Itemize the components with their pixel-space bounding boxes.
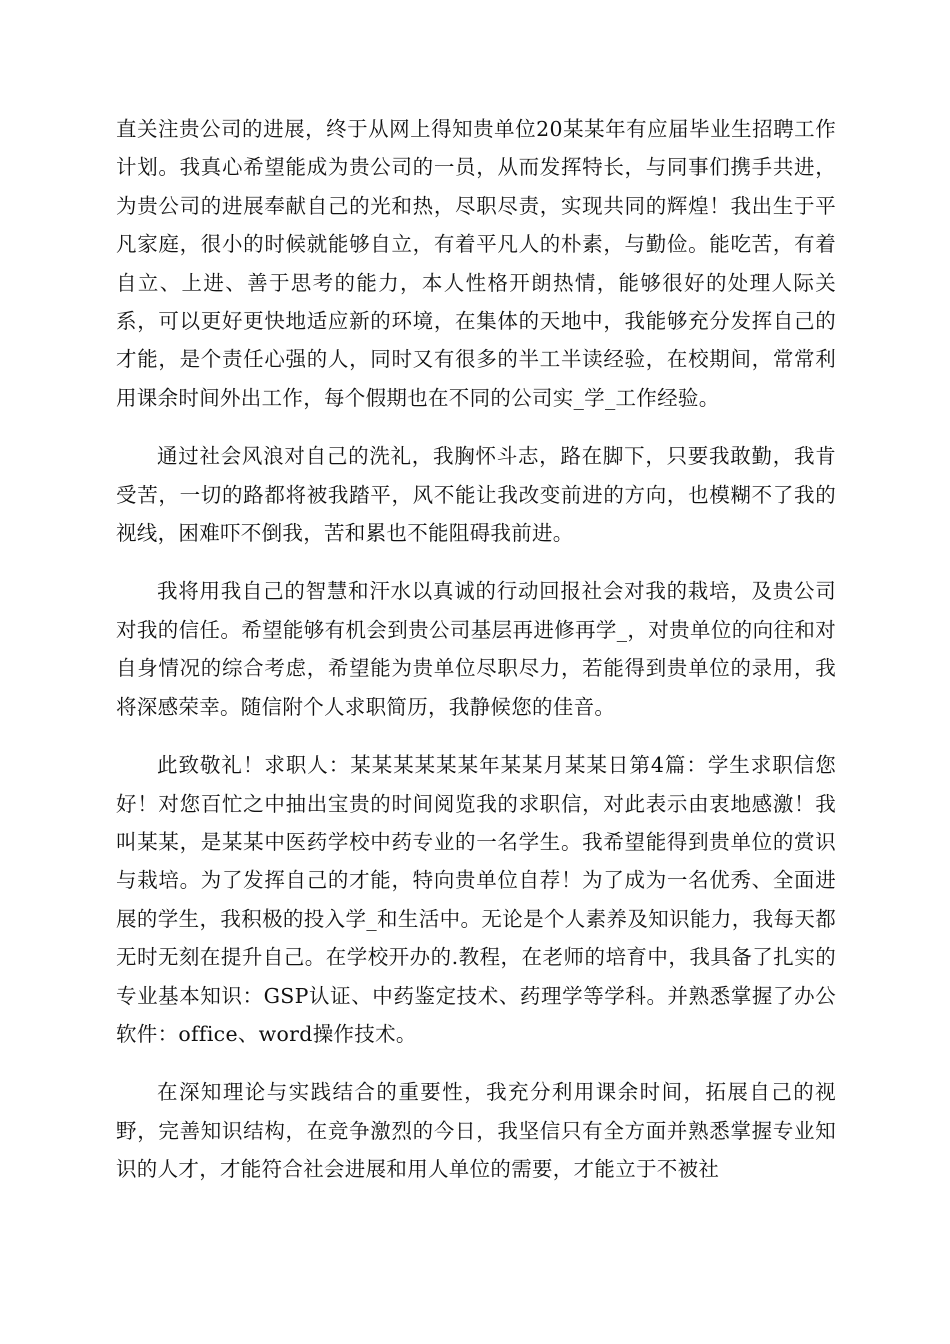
paragraph-4: 此致敬礼！求职人：某某某某某某年某某月某某日第4篇：学生求职信您好！对您百忙之中抽出宝贵的时间阅览我的求职信，对此表示由衷地感激！我叫某某，是某某中医药学校中药专业的一名学生。我希望能得到贵单位的赏识与栽培。为了发挥自己的才能，特向贵单位自荐！为了成为一名优秀、全面进展的学生，我积极的投入学_和生活中。无论是个人素养及知识能力，我每天都无时无刻在提升自己。在学校开办的.教程，在老师的培育中，我具备了扎实的专业基本知识：GSP认证、中药鉴定技术、药理学等学科。并熟悉掌握了办公软件：office、word操作技术。 bbox=[116, 753, 836, 1046]
paragraph-1: 直关注贵公司的进展，终于从网上得知贵单位20某某年有应届毕业生招聘工作计划。我真心希望能成为贵公司的一员，从而发挥特长，与同事们携手共进，为贵公司的进展奉献自己的光和热，尽职尽责，实现共同的辉煌！我出生于平凡家庭，很小的时候就能够自立，有着平凡人的朴素，与勤俭。能吃苦，有着自立、上进、善于思考的能力，本人性格开朗热情，能够很好的处理人际关系，可以更好更快地适应新的环境，在集体的天地中，我能够充分发挥自己的才能，是个责任心强的人，同时又有很多的半工半读经验，在校期间，常常利用课余时间外出工作，每个假期也在不同的公司实_学_工作经验。 bbox=[116, 117, 836, 410]
paragraph-3: 我将用我自己的智慧和汗水以真诚的行动回报社会对我的栽培，及贵公司对我的信任。希望能够有机会到贵公司基层再进修再学_，对贵单位的向往和对自身情况的综合考虑，希望能为贵单位尽职尽力，若能得到贵单位的录用，我将深感荣幸。随信附个人求职简历，我静候您的佳音。 bbox=[116, 579, 836, 719]
paragraph-5: 在深知理论与实践结合的重要性，我充分利用课余时间，拓展自己的视野，完善知识结构，在竞争激烈的今日，我坚信只有全方面并熟悉掌握专业知识的人才，才能符合社会进展和用人单位的需要，才能立于不被社 bbox=[116, 1080, 836, 1182]
document-body bbox=[116, 110, 836, 1209]
paragraph-2: 通过社会风浪对自己的洗礼，我胸怀斗志，路在脚下，只要我敢勤，我肯受苦，一切的路都将被我踏平，风不能让我改变前进的方向，也模糊不了我的视线，困难吓不倒我，苦和累也不能阻碍我前进。 bbox=[116, 444, 836, 546]
